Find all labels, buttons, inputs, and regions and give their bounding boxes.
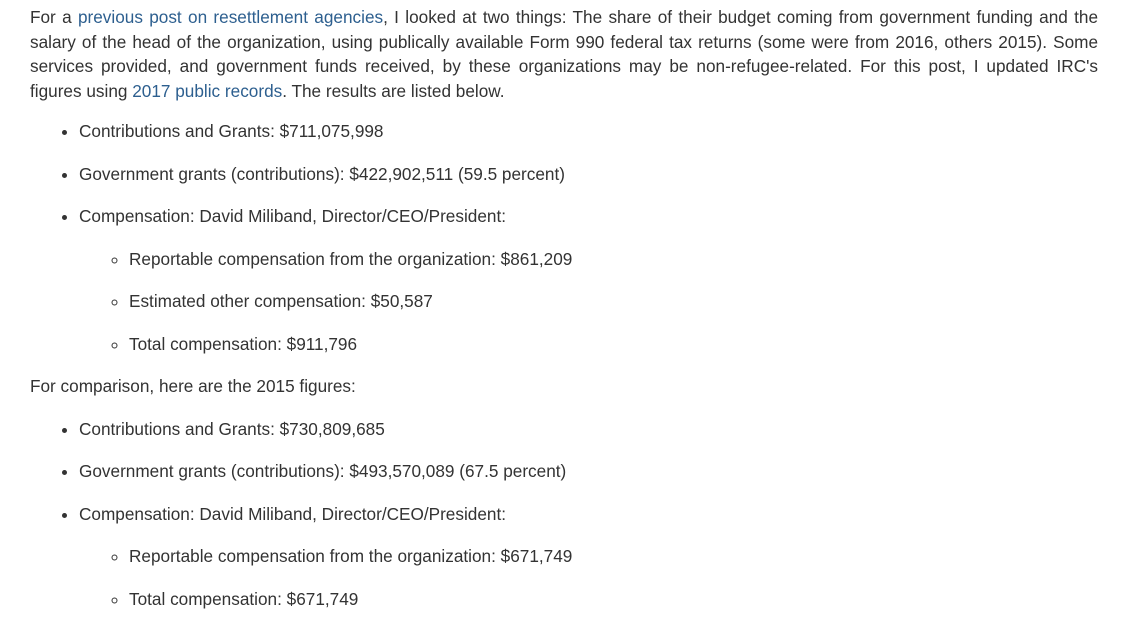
intro-text-3: . The results are listed below. xyxy=(282,80,505,101)
list-item-contributions-2015: • Contributions and Grants: $730,809,685 xyxy=(79,419,1098,439)
list-item-compensation-2015 xyxy=(79,504,1098,609)
public-records-link[interactable]: 2017 public records xyxy=(132,80,283,101)
list-2017-figures xyxy=(30,121,1098,354)
previous-post-link[interactable]: previous post on resettlement agencies xyxy=(77,7,384,27)
list-item-compensation-2017 xyxy=(79,206,1098,354)
sub-item-other-2017: ◦ Estimated other compensation: $50,587 xyxy=(129,291,1098,311)
sub-item-total-2015: ◦ Total compensation: $671,749 xyxy=(129,589,1098,609)
intro-text-2: , I looked at two things: The share of their budget coming from government funding and the salary of the head of the organization, using publically available Form 990 federal tax returns (some were from 2016, others 2015). Some services provided, and government funds received, by these organizations may be non-refugee-related. For this post, I updated IRC's figures using xyxy=(30,7,1099,101)
list-item-contributions-2017: • Contributions and Grants: $711,075,998 xyxy=(79,121,1098,141)
sub-item-reportable-2017: ◦ Reportable compensation from the organization: $861,209 xyxy=(129,249,1098,269)
compensation-label-2017: Compensation: David Miliband, Director/CEO/President: xyxy=(79,206,507,227)
intro-paragraph xyxy=(30,5,1098,103)
comparison-paragraph: For comparison, here are the 2015 figures: xyxy=(30,375,356,396)
compensation-label-2015: Compensation: David Miliband, Director/CEO/President: xyxy=(79,503,507,524)
list-item-government-2017: • Government grants (contributions): $422,902,511 (59.5 percent) xyxy=(79,164,1098,184)
intro-text-1: For a xyxy=(30,7,78,27)
list-item-government-2015: • Government grants (contributions): $493,570,089 (67.5 percent) xyxy=(79,461,1098,481)
sub-item-total-2017: ◦ Total compensation: $911,796 xyxy=(129,334,1098,354)
compensation-sublist-2015 xyxy=(79,546,1098,609)
list-2015-figures xyxy=(30,419,1098,609)
sub-item-reportable-2015: ◦ Reportable compensation from the organization: $671,749 xyxy=(129,546,1098,566)
compensation-sublist-2017 xyxy=(79,249,1098,354)
